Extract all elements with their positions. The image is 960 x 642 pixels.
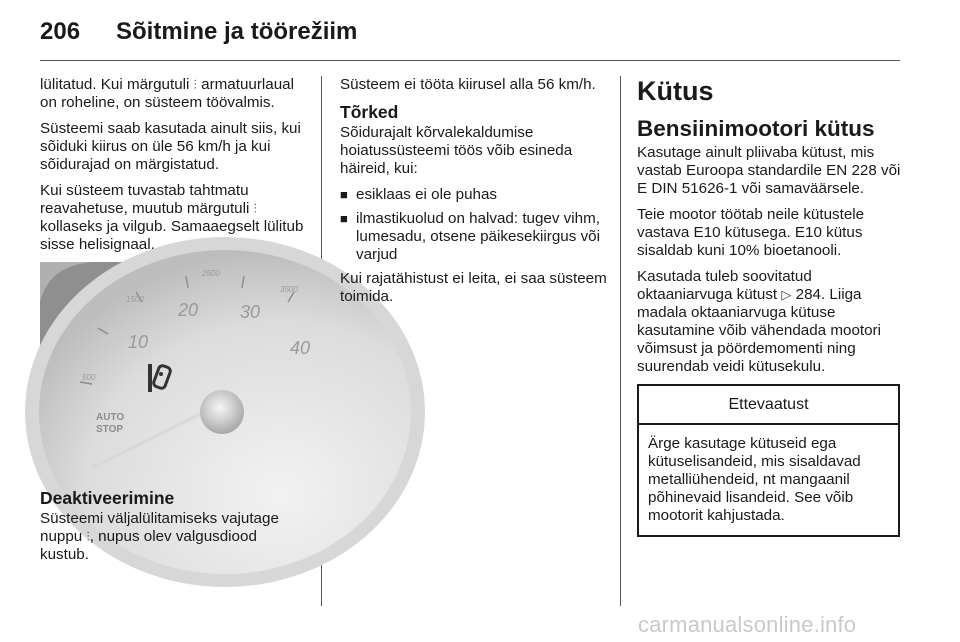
fault-list [340, 186, 608, 264]
lane-departure-icon: ⫶ [193, 77, 197, 92]
subsection-title-petrol-fuel: Bensiinimootori kütus [637, 116, 875, 141]
paragraph: Süsteemi väljalülitamiseks vajutage nuppu ⫶, nupus olev valgusdiood kustub. [40, 510, 279, 563]
paragraph: Teie mootor töötab neile kütustele vastava E10 kütusega. E10 kütus sisaldab kuni 10% bioetanooli. [637, 206, 865, 259]
lane-departure-icon: ⫶ [253, 201, 257, 216]
caution-title: Ettevaatust [639, 386, 898, 425]
page-number: 206 [40, 18, 81, 45]
paragraph: Kui rajatähistust ei leita, ei saa süsteem toimida. [340, 270, 607, 305]
needle-hub [200, 390, 244, 434]
section-heading-faults: Tõrked [340, 102, 399, 122]
list-item: ■ ilmastikuolud on halvad: tugev vihm, lumesadu, otsene päikesekiirgus või varjud [340, 210, 600, 263]
paragraph: Süsteemi saab kasutada ainult siis, kui sõiduki kiirus on üle 56 km/h ja kui sõidurajad on märgistatud. [40, 120, 301, 173]
speedometer-illustration [40, 262, 311, 472]
paragraph: Sõidurajalt kõrvalekaldumise hoiatussüsteemi töös võib esineda häireid, kui: [340, 124, 573, 177]
caution-notice [637, 384, 900, 537]
gauge-small-label: 2500 [202, 269, 220, 278]
paragraph: Süsteem ei tööta kiirusel alla 56 km/h. [340, 76, 596, 93]
column-divider-2 [620, 76, 621, 606]
gauge-small-label: 500 [82, 373, 96, 382]
section-heading-deactivation: Deaktiveerimine [40, 488, 175, 508]
instrument-cluster-figure [40, 262, 311, 472]
caution-body: Ärge kasutage kütuseid ega kütuselisandeid, mis sisaldavad metalliühendeid, nt mangaanil põhinevaid lisandeid. See võib mootorit kahjustada. [648, 435, 861, 524]
page-reference[interactable]: 284 [795, 286, 821, 303]
paragraph: Kui süsteem tuvastab tahtmatu reavahetuse, muutub märgutuli ⫶ kollaseks ja vilgub. Samaaegselt lülitub sisse helisignaal. [40, 182, 304, 253]
bullet-icon: ■ [340, 211, 348, 226]
gauge-tick-label: 20 [178, 300, 199, 320]
page-reference-icon: ▷ [781, 287, 792, 302]
gauge-tick-label: 40 [290, 338, 311, 358]
gauge-small-label: 3500 [280, 285, 298, 294]
auto-stop-label: AUTO [96, 412, 125, 423]
section-title-fuel: Kütus [637, 76, 714, 106]
column-2 [340, 76, 608, 314]
lane-departure-icon: ⫶ [86, 529, 90, 544]
gauge-small-label: 1500 [126, 295, 144, 304]
bullet-icon: ■ [340, 187, 348, 202]
list-item: ■ esiklaas ei ole puhas [340, 186, 497, 203]
gauge-tick-label: 30 [240, 302, 261, 322]
gauge-tick-label: 10 [128, 332, 149, 352]
column-3 [637, 76, 902, 537]
page-header [40, 18, 900, 58]
paragraph: Kasutada tuleb soovitatud oktaaniarvuga kütust ▷ 284. Liiga madala oktaaniarvuga kütuse kasutamine võib vähendada mootori võimsust ja pöördemomenti ning suurendab veidi kütusekulu. [637, 268, 881, 375]
watermark: carmanualsonline.info [638, 612, 857, 637]
column-1 [40, 76, 311, 572]
auto-stop-label: STOP [96, 424, 124, 435]
paragraph: Kasutage ainult pliivaba kütust, mis vastab Euroopa standardile EN 228 või E DIN 51626-1 või samaväärsele. [637, 144, 901, 197]
header-divider [40, 60, 900, 61]
paragraph: lülitatud. Kui märgutuli ⫶ armatuurlaual on roheline, on süsteem töövalmis. [40, 76, 295, 111]
chapter-title: Sõitmine ja töörežiim [116, 18, 358, 45]
